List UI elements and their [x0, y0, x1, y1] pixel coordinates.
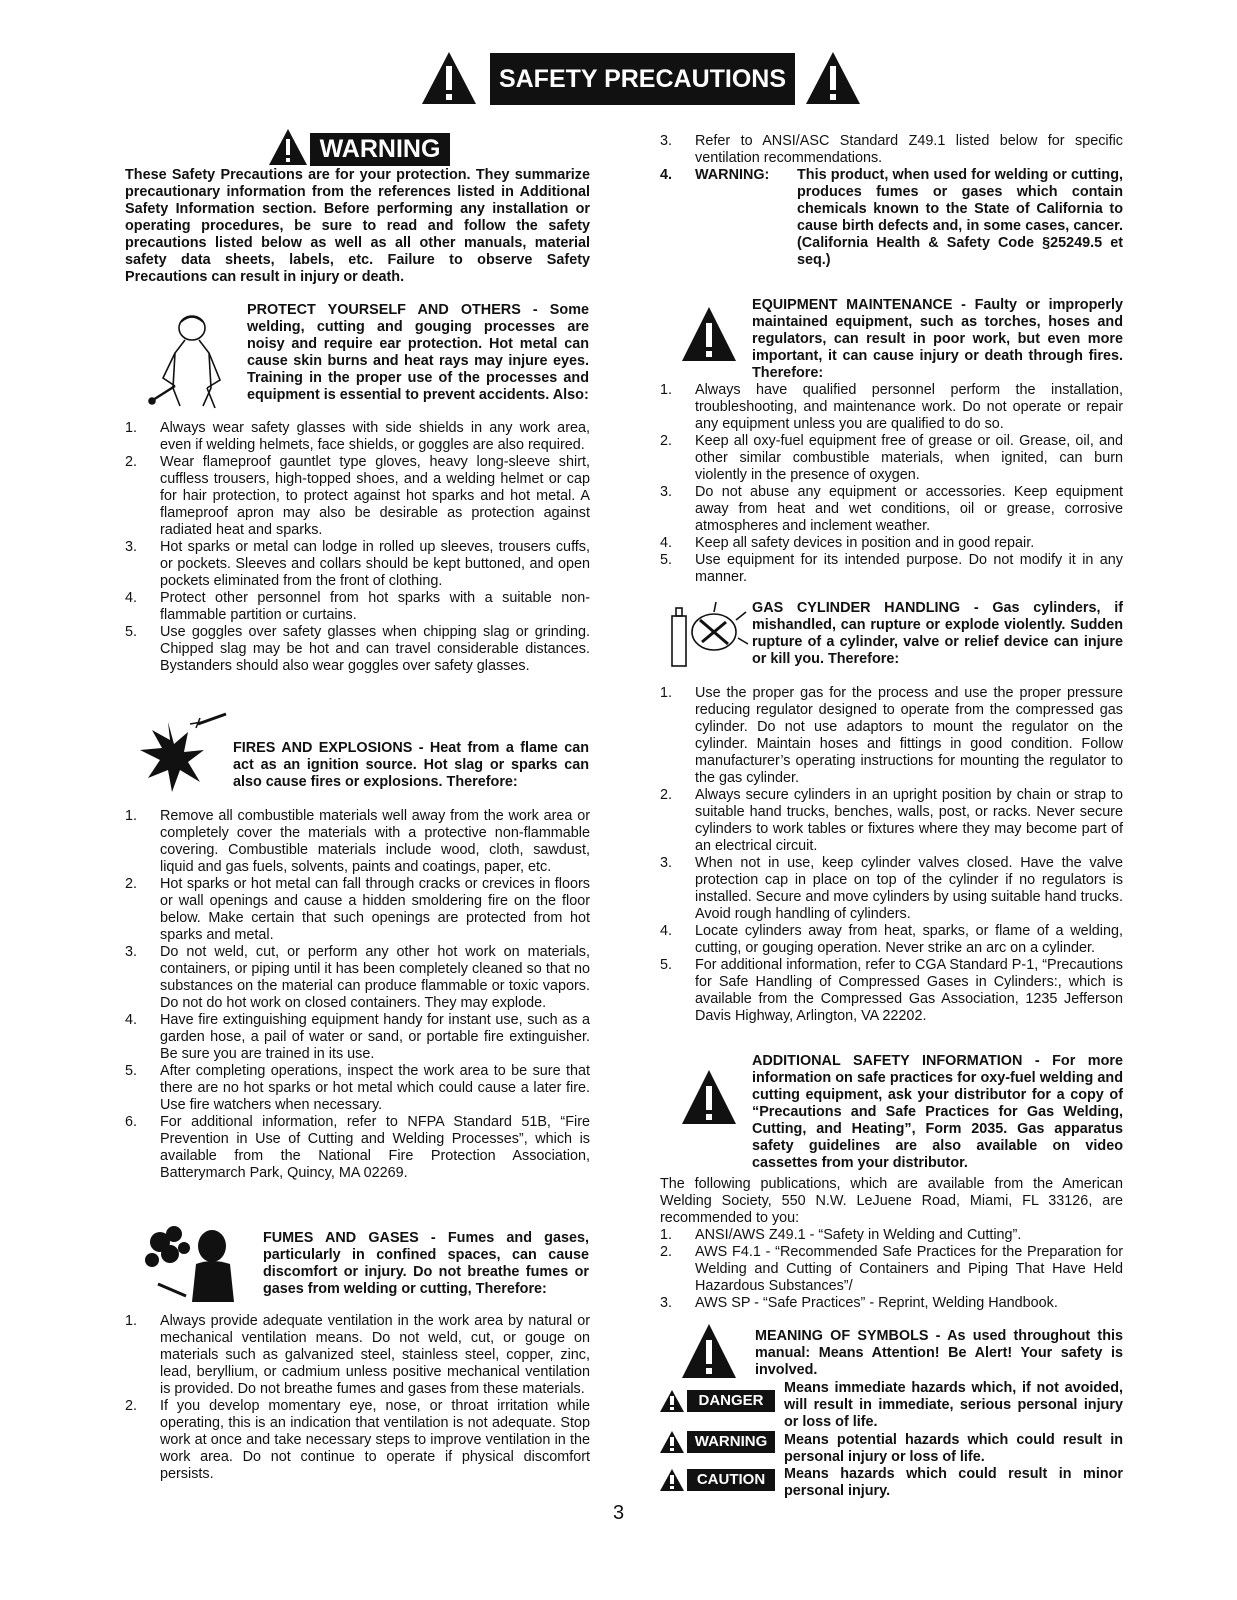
header-warning-triangle-left-icon: [420, 50, 478, 111]
list-item: 5. Use goggles over safety glasses when chipping slag or grinding. Chipped slag may be hot and can travel considerable distances. Bystanders should also wear goggles over safety glasses.: [125, 624, 590, 674]
welder-figure-icon: [145, 308, 240, 418]
list-item: 1. Always wear safety glasses with side shields in any work area, even if welding helmets, face shields, or goggles are also required.: [125, 420, 590, 453]
list-item: 3. AWS SP - “Safe Practices” - Reprint, Welding Handbook.: [660, 1295, 1058, 1311]
list-item: 1. Always have qualified personnel perform the installation, troubleshooting, and maintenance work. Do not operate or repair any equipment unless you are qualified to do so.: [660, 382, 1123, 432]
additional-intro: The following publications, which are available from the American Welding Society, 550 N.W. LeJuene Road, Miami, FL 33126, are recommended to you:: [660, 1176, 1123, 1226]
gas-cylinder-icon: [666, 598, 750, 673]
symbols-warning-triangle-icon: [680, 1322, 738, 1385]
equipment-list: [660, 382, 1123, 586]
list-item: 1. Always provide adequate ventilation in the work area by natural or mechanical ventilation means. Do not weld, cut, or gouge on materials such as galvanized steel, stainless steel, copper, zinc, lead, beryllium, or cadmium unless positive mechanical ventilation is provided. Do not breathe fumes and gases from these materials.: [125, 1313, 590, 1397]
protect-list: [125, 420, 590, 675]
fumes-person-icon: [140, 1222, 252, 1309]
warning-intro-text: These Safety Precautions are for your protection. They summarize precautionary information from the references listed in Additional Safety Information section. Before performing any installation or operating procedures, be sure to read and follow the safety precautions listed below as well as all other manuals, material safety data sheets, labels, etc. Failure to observe Safety Precautions can result in injury or death.: [125, 167, 590, 285]
list-item: 2. Keep all oxy-fuel equipment free of grease or oil. Grease, oil, and other similar combustible materials, when ignited, can burn violently in the presence of oxygen.: [660, 433, 1123, 483]
list-item: 3. Do not weld, cut, or perform any other hot work on materials, containers, or piping until it has been completely cleaned so that no substances on the material can produce flammable or toxic vapors. Do not do hot work on closed containers. They may explode.: [125, 944, 590, 1011]
warning-triangle-icon: [268, 128, 308, 171]
page-number: 3: [612, 1502, 625, 1524]
list-item: 4. Keep all safety devices in position and in good repair.: [660, 535, 1035, 551]
warning-symbol-label: WARNING: [694, 1433, 768, 1450]
list-item: 1. ANSI/AWS Z49.1 - “Safety in Welding and Cutting”.: [660, 1227, 1022, 1243]
header-warning-triangle-right-icon: [804, 50, 862, 111]
warning-label: WARNING: [310, 133, 450, 166]
list-item: 5. For additional information, refer to CGA Standard P-1, “Precautions for Safe Handling of Compressed Gases in Cylinders:, which is available from the Compressed Gas Association, 1235 Jefferson Davis Highway, Arlington, VA 22202.: [660, 957, 1123, 1024]
caution-text: Means hazards which could result in minor personal injury.: [784, 1466, 1123, 1499]
list-item: 5. Use equipment for its intended purpose. Do not modify it in any manner.: [660, 552, 1123, 585]
fumes-item-4-text: This product, when used for welding or cutting, produces fumes or gases which contain chemicals known to the State of California to cause birth defects and, in some cases, cancer. (California Health & Safety Code §25249.5 et seq.): [797, 167, 1123, 268]
list-item: 4. Have fire extinguishing equipment handy for instant use, such as a garden hose, a pail of water or sand, or portable fire extinguisher. Be sure you are trained in its use.: [125, 1012, 590, 1062]
list-item: 1. Use the proper gas for the process and use the proper pressure reducing regulator designed to operate from the compressed gas cylinder. Do not use adaptors to mount the regulator on the cylinder. Maintain hoses and fittings in good condition. Follow manufacturer’s operating instructions for mounting the regulator to the gas cylinder.: [660, 685, 1123, 786]
symbols-heading: MEANING OF SYMBOLS - As used throughout this manual: Means Attention! Be Alert! Your safety is involved.: [755, 1328, 1123, 1378]
cylinder-list: [660, 685, 1123, 1025]
list-item: 6. For additional information, refer to NFPA Standard 51B, “Fire Prevention in Use of Cutting and Welding Processes”, which is available from the National Fire Protection Association, Batterymarch Park, Quincy, MA 02269.: [125, 1114, 590, 1181]
cylinder-heading: GAS CYLINDER HANDLING - Gas cylinders, if mishandled, can rupture or explode violently. Sudden rupture of a cylinder, valve or relief device can injure or kill you. Therefore:: [752, 600, 1123, 667]
fumes-list-left: [125, 1313, 590, 1483]
fires-heading: FIRES AND EXPLOSIONS - Heat from a flame can act as an ignition source. Hot slag or sparks can also cause fires or explosions. Therefore:: [233, 740, 589, 790]
fire-explosion-icon: [138, 712, 230, 799]
list-item: 5. After completing operations, inspect the work area to be sure that there are no hot sparks or hot metal which could cause a later fire. Use fire watchers when necessary.: [125, 1063, 590, 1113]
list-item: 2. Always secure cylinders in an upright position by chain or strap to suitable hand trucks, benches, walls, post, or racks. Never secure cylinders to work tables or fixtures where they may become part of an electrical circuit.: [660, 787, 1123, 854]
list-item: 2. Hot sparks or hot metal can fall through cracks or crevices in floors or wall openings and cause a hidden smoldering fire on the floor below. Make certain that such openings are protected from hot sparks and metal.: [125, 876, 590, 943]
equipment-heading: EQUIPMENT MAINTENANCE - Faulty or improperly maintained equipment, such as torches, hoses and regulators, can result in poor work, but even more important, it can cause injury or death through fires. Therefore:: [752, 297, 1123, 381]
fumes-heading: FUMES AND GASES - Fumes and gases, particularly in confined spaces, can cause discomfort or injury. Do not breathe fumes or gases from welding or cutting, Therefore:: [263, 1230, 589, 1297]
list-item: 1. Remove all combustible materials well away from the work area or completely cover the materials with a protective non-flammable covering. Combustible materials include wood, cloth, sawdust, liquid and gas fuels, solvents, paints and coatings, paper, etc.: [125, 808, 590, 875]
page-title: SAFETY PRECAUTIONS: [490, 53, 795, 105]
additional-heading: ADDITIONAL SAFETY INFORMATION - For more information on safe practices for oxy-fuel welding and cutting equipment, ask your distributor for a copy of “Precautions and Safe Practices for Gas Welding, Cutting, and Heating”, Form 2035. Gas apparatus safety guidelines are also available on video cassettes from your distributor.: [752, 1053, 1123, 1171]
danger-label: DANGER: [698, 1392, 764, 1409]
fires-list: [125, 808, 590, 1182]
list-item: 2. Wear flameproof gauntlet type gloves, heavy long-sleeve shirt, cuffless trousers, high-topped shoes, and a welding helmet or cap for hair protection, to protect against hot sparks and hot metal. A flameproof apron may also be desirable as protection against radiated heat and sparks.: [125, 454, 590, 538]
protect-heading: PROTECT YOURSELF AND OTHERS - Some welding, cutting and gouging processes are noisy and require ear protection. Hot metal can cause skin burns and heat rays may injure eyes. Training in the proper use of the processes and equipment is essential to prevent accidents. Also:: [247, 302, 589, 403]
list-item: 3. When not in use, keep cylinder valves closed. Have the valve protection cap in place on top of the cylinder if no regulators is installed. Secure and move cylinders by using suitable hand trucks. Avoid rough handling of cylinders.: [660, 855, 1123, 922]
equipment-warning-triangle-icon: [680, 305, 738, 368]
list-item: 3. Hot sparks or metal can lodge in rolled up sleeves, trousers cuffs, or pockets. Sleeves and collars should be kept buttoned, and open pockets eliminated from the front of clothing.: [125, 539, 590, 589]
list-item: 3. Refer to ANSI/ASC Standard Z49.1 listed below for specific ventilation recommendations.: [660, 133, 1123, 166]
fumes-list-right: [660, 133, 1123, 167]
publications-list: [660, 1227, 1123, 1312]
caution-label: CAUTION: [696, 1471, 766, 1488]
danger-text: Means immediate hazards which, if not avoided, will result in immediate, serious personal injury or loss of life.: [784, 1380, 1123, 1430]
list-item: 2. If you develop momentary eye, nose, or throat irritation while operating, this is an indication that ventilation is not adequate. Stop work at once and take necessary steps to improve ventilation in the work area. Do not continue to operate if physical discomfort persists.: [125, 1398, 590, 1482]
fumes-item-4-label: WARNING:: [695, 167, 770, 183]
warning-text: Means potential hazards which could result in personal injury or loss of life.: [784, 1432, 1123, 1465]
additional-warning-triangle-icon: [680, 1068, 738, 1131]
list-item: 2. AWS F4.1 - “Recommended Safe Practices for the Preparation for Welding and Cutting of Containers and Piping That Have Held Hazardous Substances”/: [660, 1244, 1123, 1294]
list-item: 3. Do not abuse any equipment or accessories. Keep equipment away from heat and wet conditions, oil or grease, corrosive atmospheres and inclement weather.: [660, 484, 1123, 534]
list-item: 4. Locate cylinders away from heat, sparks, or flame of a welding, cutting, or gouging operation. Never strike an arc on a cylinder.: [660, 923, 1123, 956]
list-item: 4. Protect other personnel from hot sparks with a suitable non-flammable partition or curtains.: [125, 590, 590, 623]
